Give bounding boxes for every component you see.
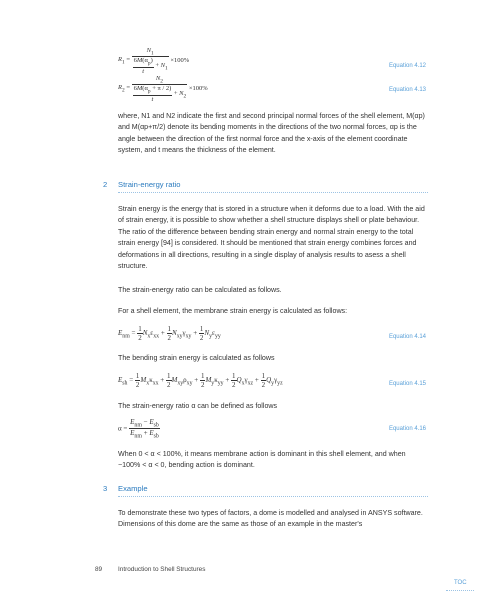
equation-4-16: α = $\frac{E_{nm} - E_{sb}}{E_{nm} + E_{sb}}$ bbox=[118, 418, 159, 440]
strain-intro-paragraph: Strain energy is the energy that is stored in a structure when it deforms due to a load. With the aid of strain energy, it is possible to show whether a shell structure displays shell or plate behaviour. The ratio of the difference between bending strain energy and normal strain energy to the total strain energy [94] is considered. It should be mentioned that strain energy combines forces and deformations in all directions, resulting in a single display of analysis results to asess a shell structure. bbox=[118, 205, 425, 271]
footer-title: Introduction to Shell Structures bbox=[118, 566, 206, 573]
where-paragraph: where, N1 and N2 indicate the first and second principal normal forces of the shell element, M(αp) and M(αp+π/2) denote its bending moments in the directions of the two normal forces, αp is the angle between the direction of the first normal force and the x-axis of the element coordinate system, and t means the thickness of the element. bbox=[118, 112, 425, 155]
equation-4-12: $R_1$ = $N_1$ $\frac{6M(\alpha_p)}{t}$ + $N_1$ ×100% bbox=[118, 47, 190, 75]
section-title: Example bbox=[118, 484, 148, 493]
equation-4-14: $E_{nm}$ = $\frac{1}{2}$ $N_x\varepsilon_{xx}$ + $\frac{1}{2}$ $N_{xy}\gamma_{xy}$ + $\frac{1}{2}$ $N_y\varepsilon_{yy}$ bbox=[118, 325, 221, 342]
conclusion-paragraph: When 0 < α < 100%, it means membrane action is dominant in this shell element, and when −100% < α < 0, bending action is dominant. bbox=[118, 450, 406, 470]
equation-label: Equation 4.15 bbox=[388, 381, 426, 387]
equation-4-15: $E_{sh}$ = $\frac{1}{2}$ $M_x\kappa_{xx}$ + $\frac{1}{2}$ $M_{xy}\rho_{xy}$ + $\frac{1}{2}$ $M_y\kappa_{yy}$ + $\frac{1}{2}$ $Q_x\gamma_{xz}$ + $\frac{1}{2}$ $Q_y\gamma_{yz}$ bbox=[118, 372, 283, 389]
section-number: 3 bbox=[103, 484, 108, 493]
ratio-calc-paragraph: The strain-energy ratio can be calculated as follows. bbox=[118, 286, 282, 294]
bending-paragraph: The bending strain energy is calculated as follows bbox=[118, 354, 275, 362]
membrane-paragraph: For a shell element, the membrane strain energy is calculated as follows: bbox=[118, 307, 348, 315]
ratio-def-paragraph: The strain-energy ratio α can be defined as follows bbox=[118, 402, 278, 410]
equation-label: Equation 4.13 bbox=[388, 87, 426, 93]
section-divider bbox=[118, 192, 428, 193]
toc-divider bbox=[446, 590, 474, 591]
example-paragraph: To demonstrate these two types of factors, a dome is modelled and analysed in ANSYS software. Dimensions of this dome are the same as those of an example in the master's bbox=[118, 509, 423, 529]
equation-label: Equation 4.16 bbox=[388, 426, 426, 432]
equation-4-13: $R_2$ = $N_2$ $\frac{6M(\alpha_p + \pi / 2)}{t}$ + $N_2$ ×100% bbox=[118, 75, 208, 103]
section-title: Strain-energy ratio bbox=[118, 180, 181, 189]
section-divider bbox=[118, 496, 428, 497]
equation-label: Equation 4.14 bbox=[388, 334, 426, 340]
page-number: 89 bbox=[95, 566, 103, 573]
section-number: 2 bbox=[103, 180, 108, 189]
toc-link[interactable]: TOC bbox=[454, 580, 467, 586]
equation-label: Equation 4.12 bbox=[388, 63, 426, 69]
